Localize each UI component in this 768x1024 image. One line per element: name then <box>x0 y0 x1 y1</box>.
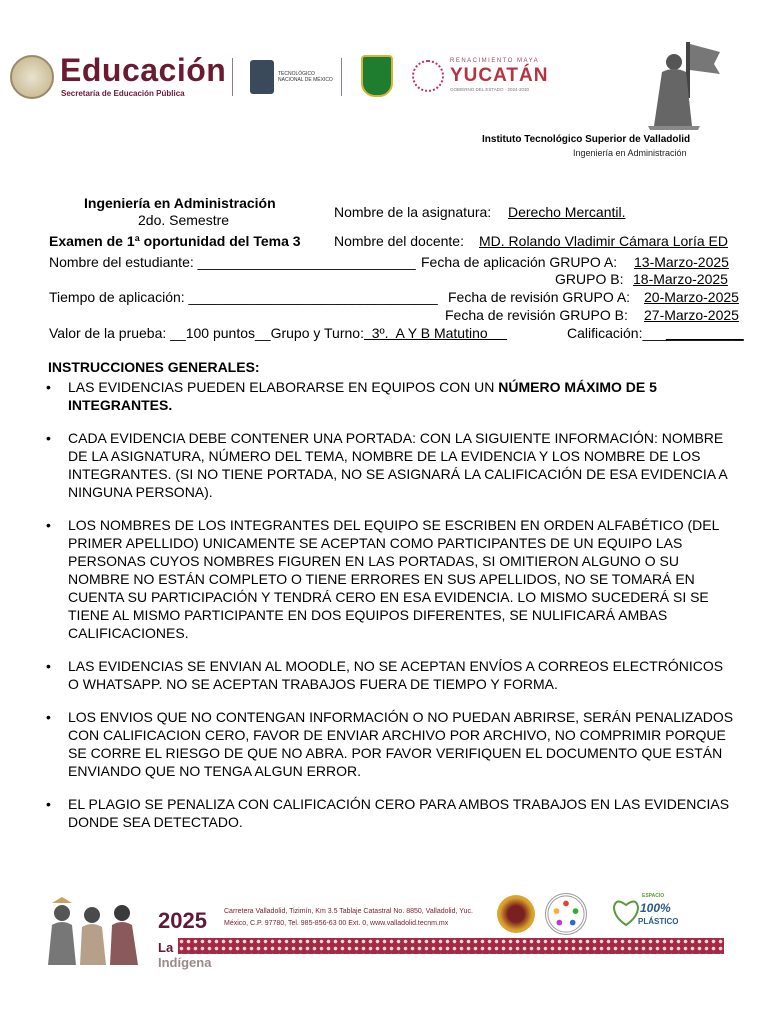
footer-indigena: Indígena <box>158 955 212 970</box>
exam-title: Examen de 1ª oportunidad del Tema 3 <box>49 233 301 249</box>
teacher-label: Nombre del docente: <box>334 233 464 249</box>
bullet-icon: • <box>46 658 51 674</box>
student-name-field: Nombre del estudiante: ____________________________ <box>49 254 416 270</box>
list-item: • LOS ENVIOS QUE NO CONTENGAN INFORMACIÓN O NO PUEDAN ABRIRSE, SERÁN PENALIZADOS CON CALIFICACION CERO, FAVOR DE ENVIAR ARCHIVO POR ARCHIVO, NO COMPRIMIR PORQUE SE CORRE EL RIESGO DE QUE NO ABRA. POR FAVOR VERIFIQUEN EL DOCUMENTO QUE ESTÁN ENVIANDO QUE NO TENGA ALGUN ERROR. <box>46 709 734 779</box>
subject-value: Derecho Mercantil. <box>508 204 626 220</box>
semester: 2do. Semestre <box>138 212 230 228</box>
institution-seal-logo <box>497 895 535 933</box>
students-circle-logo <box>545 893 587 935</box>
grade-field <box>567 325 744 341</box>
footer-year: 2025 <box>158 908 207 933</box>
grade-label: Calificación:___ <box>567 325 666 341</box>
grade-blank: __________ <box>665 325 744 341</box>
application-time-field: Tiempo de aplicación: ________________________________ <box>49 289 438 305</box>
footer-address: Carretera Valladolid, Tizimín, Km 3.5 Tablaje Catastral No. 8850, Valladolid, Yuc. México, C.P. 97780, Tel. 985-856-63 00 Ext. 0, www.valladolid.tecnm.mx <box>224 908 473 927</box>
application-date-label-b: GRUPO B: <box>555 271 624 287</box>
group-turn-value: 3º. A Y B Matutino <box>363 325 508 341</box>
footer-la: La <box>158 940 174 955</box>
revision-date-b: 27-Marzo-2025 <box>644 307 739 323</box>
educacion-logo-subtitle: Secretaría de Educación Pública <box>61 89 185 98</box>
career-title: Ingeniería en Administración <box>84 195 276 211</box>
bullet-icon: • <box>46 796 51 812</box>
bullet-icon: • <box>46 517 51 533</box>
yucatan-flower-logo <box>412 60 444 92</box>
footer-decorative-band <box>178 938 724 954</box>
list-item: • EL PLAGIO SE PENALIZA CON CALIFICACIÓN CERO PARA AMBOS TRABAJOS EN LAS EVIDENCIAS DONDE SEA DETECTADO. <box>46 796 730 830</box>
test-value-and-group <box>49 325 507 341</box>
institution-name: Instituto Tecnológico Superior de Valladolid <box>482 134 691 145</box>
bullet-icon: • <box>46 379 51 395</box>
instructions-list <box>46 378 736 846</box>
plastic-free-badge: ESPACIO 100% PLÁSTICO <box>612 893 676 935</box>
instructions-heading: INSTRUCCIONES GENERALES: <box>48 359 260 375</box>
revision-date-label-a: Fecha de revisión GRUPO A: <box>448 289 631 305</box>
test-value-label: Valor de la prueba: __100 puntos__Grupo y Turno: <box>49 325 364 341</box>
application-date-b: 18-Marzo-2025 <box>633 271 728 287</box>
teacher-value: MD. Rolando Vladimir Cámara Loría ED <box>479 233 728 249</box>
institution-department: Ingeniería en Administración <box>573 148 687 158</box>
yucatan-logo-name: YUCATÁN <box>450 65 549 86</box>
tecnm-logo <box>250 60 274 94</box>
revision-date-a: 20-Marzo-2025 <box>644 289 739 305</box>
list-item: • LOS NOMBRES DE LOS INTEGRANTES DEL EQUIPO SE ESCRIBEN EN ORDEN ALFABÉTICO (DEL PRIMER APELLIDO) UNICAMENTE SE ACEPTAN COMO PARTICIPANTES DE UN EQUIPO LAS PERSONAS CUYOS NOMBRES FIGUREN EN LAS PORTADAS, SI OMITIERON ALGUNO O SU NOMBRE NO ESTÁN COMPLETO O TIENE ERRORES EN SUS APELLIDOS, NO SE TOMARÁ EN CUENTA SU PARTICIPACIÓN Y TENDRÁ CERO EN ESA EVIDENCIA. LO MISMO SUCEDERÁ SI SE TIENE AL MISMO PARTICIPANTE EN DOS EQUIPOS DIFERENTES, SE NULIFICARÁ AMBAS CALIFICACIONES. <box>46 517 719 641</box>
mexico-seal-logo <box>10 55 54 99</box>
educacion-logo-title: Educación <box>60 52 227 88</box>
yucatan-logo-government: GOBIERNO DEL ESTADO · 2024-2030 <box>450 87 530 92</box>
application-date-a: 13-Marzo-2025 <box>634 254 729 270</box>
list-item: • LAS EVIDENCIAS SE ENVIAN AL MOODLE, NO SE ACEPTAN ENVÍOS A CORREOS ELECTRÓNICOS O WHATSAPP. NO SE ACEPTAN TRABAJOS FUERA DE TIEMPO Y FORMA. <box>46 658 724 692</box>
subject-label: Nombre de la asignatura: <box>334 204 492 220</box>
yucatan-logo-tagline: RENACIMIENTO MAYA <box>450 58 540 64</box>
list-item: • CADA EVIDENCIA DEBE CONTENER UNA PORTADA: CON LA SIGUIENTE INFORMACIÓN: NOMBRE DE LA ASIGNATURA, NÚMERO DEL TEMA, NOMBRE DE LA EVIDENCIA Y LOS NOMBRE DE LOS INTEGRANTES. (SI NO TIENE PORTADA, NO SE ASIGNARÁ LA CALIFICACIÓN DE ESA EVIDENCIA A NINGUNA PERSONA). <box>46 430 727 500</box>
revision-date-label-b: Fecha de revisión GRUPO B: <box>445 307 628 323</box>
bullet-icon: • <box>46 709 51 725</box>
heroine-statue-image <box>640 38 722 130</box>
header-divider-2 <box>341 58 342 96</box>
list-item: • LAS EVIDENCIAS PUEDEN ELABORARSE EN EQUIPOS CON UN NÚMERO MÁXIMO DE 5 INTEGRANTES. <box>46 379 657 413</box>
tecnm-logo-text: TECNOLÓGICO NACIONAL DE MÉXICO <box>278 71 333 83</box>
bullet-icon: • <box>46 430 51 446</box>
indigenous-women-illustration <box>40 895 152 965</box>
application-date-label-a: Fecha de aplicación GRUPO A: <box>421 254 618 270</box>
valladolid-shield-logo <box>361 55 393 97</box>
header-divider <box>232 58 233 96</box>
